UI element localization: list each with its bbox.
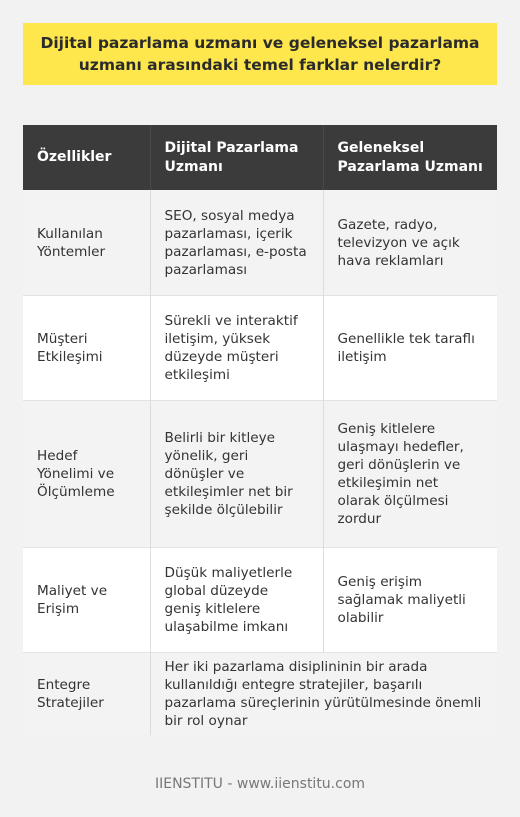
row-traditional: Genellikle tek taraflı iletişim bbox=[323, 296, 497, 401]
row-feature: Maliyet ve Erişim bbox=[23, 548, 150, 653]
row-traditional: Geniş erişim sağlamak maliyetli olabilir bbox=[323, 548, 497, 653]
row-digital: Düşük maliyetlerle global düzeyde geniş kitlelere ulaşabilme imkanı bbox=[150, 548, 323, 653]
header-traditional: Geleneksel Pazarlama Uzmanı bbox=[323, 125, 497, 190]
row-merged: Her iki pazarlama disiplininin bir arada kullanıldığı entegre stratejiler, başarılı pazarlama süreçlerinin yürütülmesinde önemli bir rol oynar bbox=[150, 653, 497, 736]
header-features: Özellikler bbox=[23, 125, 150, 190]
row-digital: SEO, sosyal medya pazarlaması, içerik pazarlaması, e-posta pazarlaması bbox=[150, 190, 323, 296]
comparison-table bbox=[23, 125, 497, 735]
page-title bbox=[23, 23, 497, 85]
footer: IIENSTITU - www.iienstitu.com bbox=[154, 776, 366, 792]
table-row bbox=[23, 653, 497, 736]
row-feature: Hedef Yönelimi ve Ölçümleme bbox=[23, 401, 150, 548]
table-header-row bbox=[23, 125, 497, 190]
page-title-text: Dijital pazarlama uzmanı ve geleneksel pazarlama uzmanı arasındaki temel farklar nelerdir? bbox=[40, 34, 480, 74]
row-feature: Kullanılan Yöntemler bbox=[23, 190, 150, 296]
row-feature: Entegre Stratejiler bbox=[23, 653, 150, 736]
header-digital: Dijital Pazarlama Uzmanı bbox=[150, 125, 323, 190]
row-digital: Belirli bir kitleye yönelik, geri dönüşler ve etkileşimler net bir şekilde ölçülebilir bbox=[150, 401, 323, 548]
table-row bbox=[23, 296, 497, 401]
row-feature: Müşteri Etkileşimi bbox=[23, 296, 150, 401]
row-traditional: Geniş kitlelere ulaşmayı hedefler, geri dönüşlerin ve etkileşimin net olarak ölçülmesi zordur bbox=[323, 401, 497, 548]
row-digital: Sürekli ve interaktif iletişim, yüksek düzeyde müşteri etkileşimi bbox=[150, 296, 323, 401]
table-row bbox=[23, 190, 497, 296]
row-traditional: Gazete, radyo, televizyon ve açık hava reklamları bbox=[323, 190, 497, 296]
table-row bbox=[23, 401, 497, 548]
table-row bbox=[23, 548, 497, 653]
